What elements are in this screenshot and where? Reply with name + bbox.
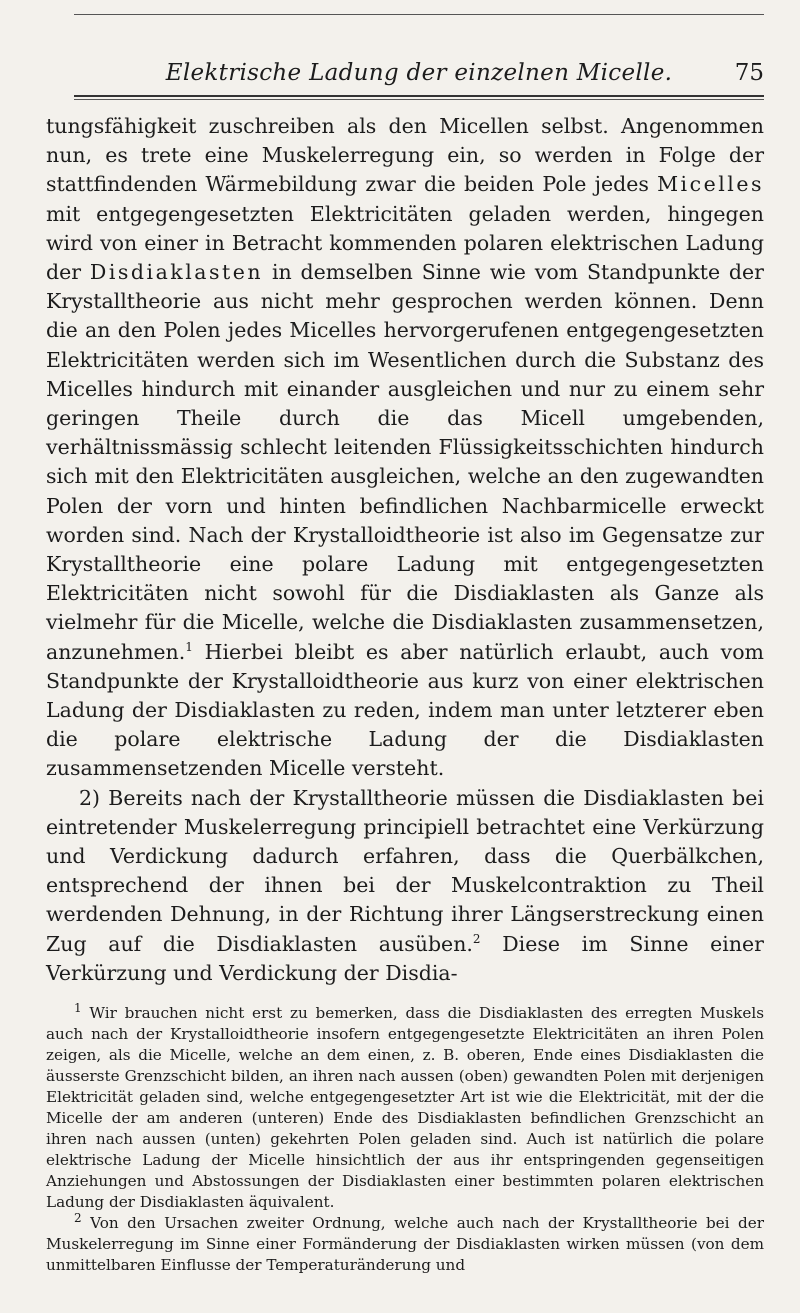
footnote-mark: 1 — [74, 1000, 82, 1015]
page-number: 75 — [734, 60, 764, 86]
footnote-1: $^1$ Wir brauchen nicht erst zu bemerken, dass die Disdiaklasten des erregten Muskels auch nach der Krystalloidtheorie insofern entgegengesetzte Elektricitäten an ihren Polen zeigen, als die Micelle, welche an dem einen, z. B. oberen, Ende eines Disdiaklasten die äusserste Grenzschicht bilden, an ihren nach aussen (oben) gewandten Polen mit derjenigen Elektricität geladen sind, welche entgegengesetzter Art ist wie die Elektricität, mit der die Micelle der am anderen (unteren) Ende des Disdiaklasten befindlichen Grenzschicht an ihren nach aussen (unten) gekehrten Polen geladen sind. Auch ist natürlich die polare elektrische Ladung der Micelle hinsichtlich der aus ihr entspringenden gegenseitigen Anziehungen und Abstossungen der Disdiaklasten einer bestimmten polaren elektrischen Ladung der Disdiaklasten äquivalent. — [46, 1000, 764, 1211]
book-page — [46, 0, 764, 1313]
footnote-mark: 2 — [74, 1210, 82, 1225]
footnotes — [46, 1000, 764, 1276]
top-rule — [74, 14, 764, 15]
header-rule — [74, 95, 764, 97]
header-rule-thin — [74, 99, 764, 100]
paragraph-2: 2) Bereits nach der Krystalltheorie müssen die Disdiaklasten bei eintretender Muskelerregung principiell betrachtet eine Verkürzung und Verdickung dadurch erfahren, dass die Querbälkchen, entsprechend der ihnen bei der Muskelcontraktion zu Theil werdenden Dehnung, in der Richtung ihrer Längserstreckung einen Zug auf die Disdiaklasten ausüben.$^2$ Diese im Sinne einer Verkürzung und Verdickung der Disdia- — [46, 785, 764, 985]
spaced-term: Disdiaklasten — [89, 260, 264, 285]
running-title: Elektrische Ladung der einzelnen Micelle. — [165, 60, 673, 86]
footnote-ref-1: 1 — [185, 639, 193, 654]
paragraph-1: tungsfähigkeit zuschreiben als den Micellen selbst. Angenommen nun, es trete eine Muskelerregung ein, so werden in Folge der stattfindenden Wärmebildung zwar die beiden Pole jedes Micelles mit entgegengesetzten Elektricitäten geladen werden, hingegen wird von einer in Betracht kommenden polaren elektrischen Ladung der Disdiaklasten in demselben Sinne wie vom Standpunkte der Krystalltheorie aus nicht mehr gesprochen werden können. Denn die an den Polen jedes Micelles hervorgerufenen entgegengesetzten Elektricitäten werden sich im Wesentlichen durch die Substanz des Micelles hindurch mit einander ausgleichen und nur zu einem sehr geringen Theile durch die das Micell umgebenden, verhältnissmässig schlecht leitenden Flüssigkeitsschichten hindurch sich mit den Elektricitäten ausgleichen, welche an den zugewandten Polen der vorn und hinten befindlichen Nachbarmicelle erweckt worden sind. Nach der Krystalloidtheorie ist also im Gegensatze zur Krystalltheorie eine polare Ladung mit entgegengesetzten Elektricitäten nicht sowohl für die Disdiaklasten als Ganze als vielmehr für die Micelle, welche die Disdiaklasten zusammensetzen, anzunehmen.$^1$ Hierbei bleibt es aber natürlich erlaubt, auch vom Standpunkte der Krystalloidtheorie aus kurz von einer elektrischen Ladung der Disdiaklasten zu reden, indem man unter letzterer eben die polare elektrische Ladung der die Disdiaklasten zusammensetzenden Micelle versteht. — [46, 114, 764, 781]
body-text — [46, 112, 764, 988]
footnote-ref-2: 2 — [472, 931, 481, 946]
page-header — [74, 60, 764, 94]
footnote-2: $^2$ Von den Ursachen zweiter Ordnung, welche auch nach der Krystalltheorie bei der Muskelerregung im Sinne einer Formänderung der Disdiaklasten wirken müssen (von dem unmittelbaren Einflusse der Temperaturänderung und — [46, 1210, 764, 1274]
spaced-term: Micelles — [657, 172, 764, 197]
